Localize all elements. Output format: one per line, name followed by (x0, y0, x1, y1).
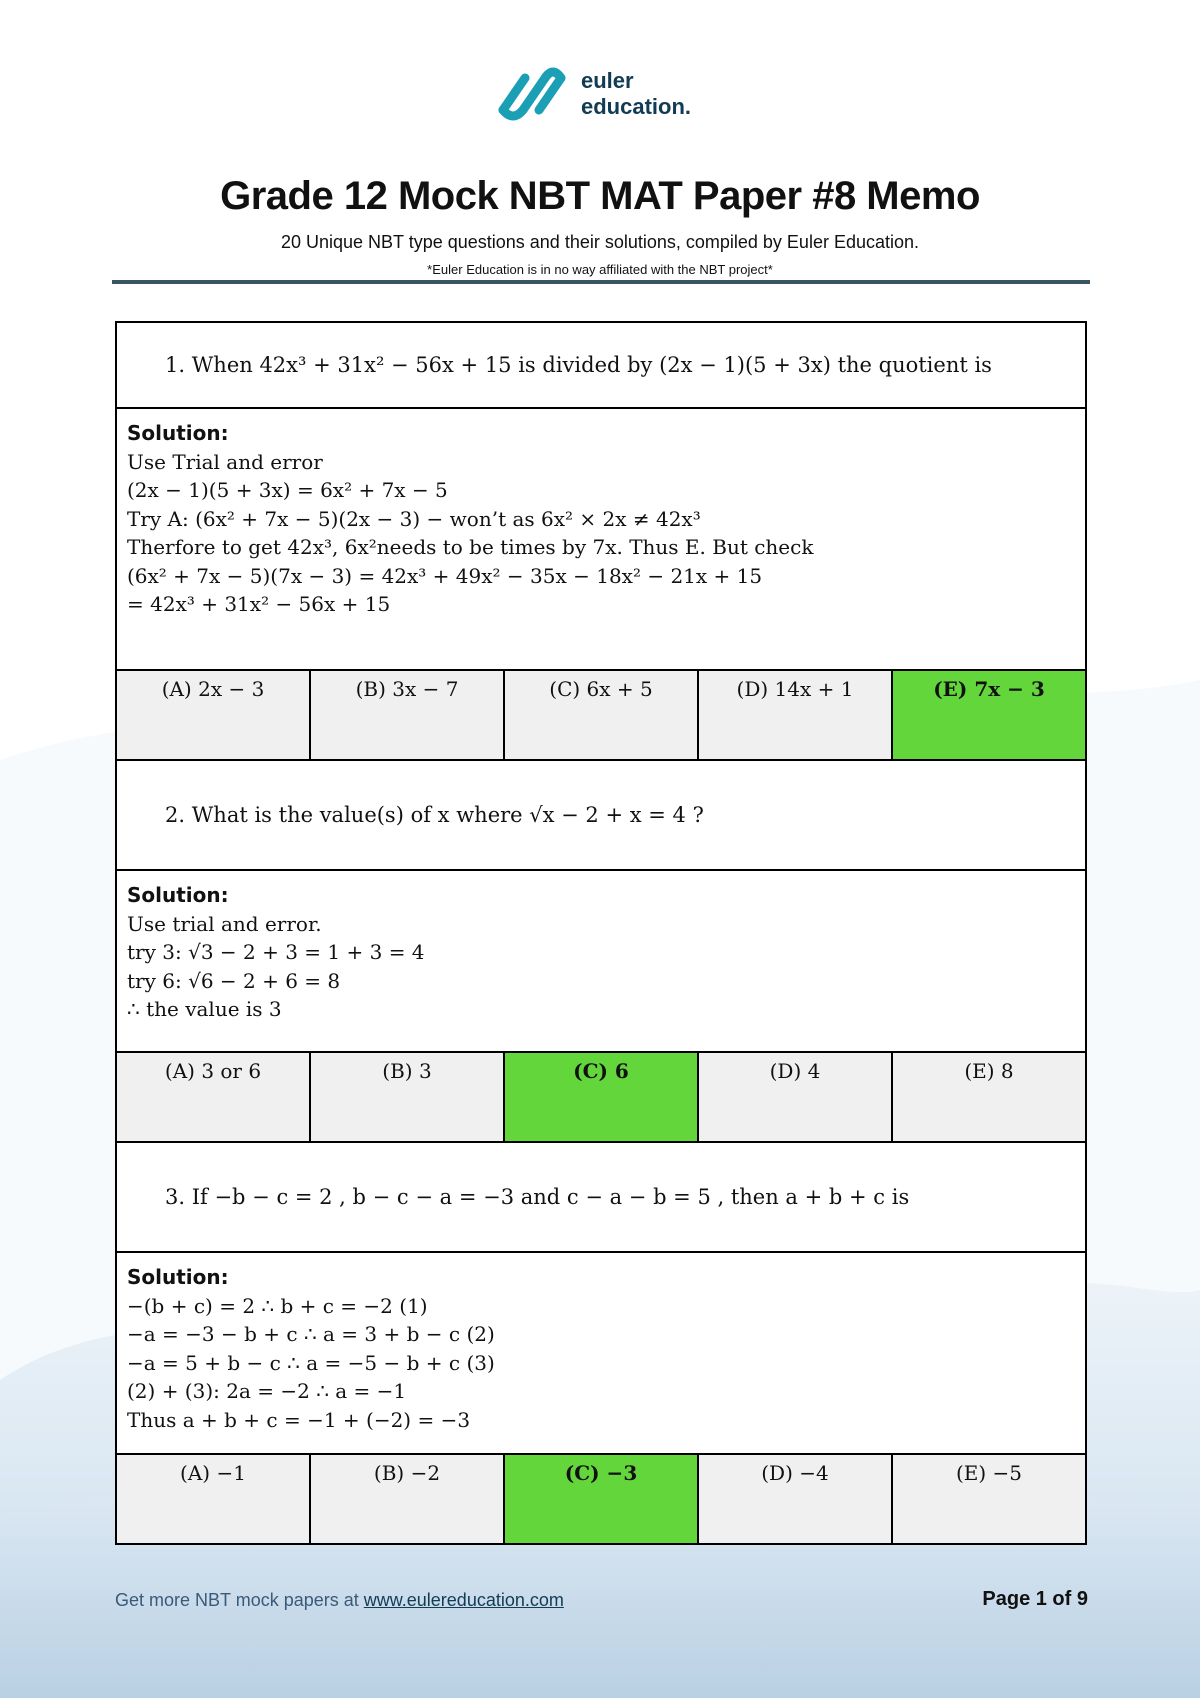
solution-row (116, 870, 1086, 1052)
page-title: Grade 12 Mock NBT MAT Paper #8 Memo (220, 174, 980, 218)
option-c: (C) 6x + 5 (504, 670, 698, 760)
solution-line: Thus a + b + c = −1 + (−2) = −3 (127, 1407, 471, 1432)
page-subtitle: 20 Unique NBT type questions and their solutions, compiled by Euler Education. (280, 232, 920, 252)
question-text: 3. If −b − c = 2 , b − c − a = −3 and c − a − b = 5 , then a + b + c is (165, 1185, 910, 1209)
brand-line-2: education. (581, 94, 692, 119)
solution-line: Use Trial and error (127, 449, 323, 474)
solution-line: Use trial and error. (127, 911, 322, 936)
options-row (116, 1052, 1086, 1142)
solution-line: try 3: √3 − 2 + 3 = 1 + 3 = 4 (127, 940, 425, 964)
disclaimer: *Euler Education is in no way affiliated with the NBT project* (427, 262, 773, 277)
option-c-correct: (C) −3 (504, 1454, 698, 1544)
option-b: (B) 3x − 7 (310, 670, 504, 760)
solution-label: Solution: (127, 1265, 229, 1289)
option-b: (B) 3 (310, 1052, 504, 1142)
solution-line: (2) + (3): 2a = −2 ∴ a = −1 (127, 1379, 407, 1403)
solution-row (116, 1252, 1086, 1454)
memo-table (115, 321, 1087, 1545)
option-a: (A) −1 (116, 1454, 310, 1544)
question-row (116, 1142, 1086, 1252)
option-d: (D) −4 (698, 1454, 892, 1544)
header-divider (112, 280, 1090, 284)
solution-label: Solution: (127, 421, 229, 445)
solution-row (116, 408, 1086, 670)
solution-line: (2x − 1)(5 + 3x) = 6x² + 7x − 5 (127, 478, 448, 502)
euler-education-logo (493, 64, 691, 124)
footer-promo (115, 1590, 564, 1611)
solution-line: −(b + c) = 2 ∴ b + c = −2 (1) (127, 1293, 428, 1318)
footer-prefix: Get more NBT mock papers at (115, 1590, 364, 1610)
solution-line: Therfore to get 42x³, 6x²needs to be times by 7x. Thus E. But check (127, 535, 814, 559)
option-e-correct: (E) 7x − 3 (892, 670, 1086, 760)
website-link[interactable]: www.eulereducation.com (363, 1590, 564, 1610)
brand-name (581, 68, 691, 120)
option-d: (D) 14x + 1 (698, 670, 892, 760)
option-d: (D) 4 (698, 1052, 892, 1142)
question-text: 2. What is the value(s) of x where √x − 2 + x = 4 ? (165, 803, 704, 827)
euler-logo-icon (493, 64, 571, 124)
option-b: (B) −2 (310, 1454, 504, 1544)
page-number: Page 1 of 9 (982, 1588, 1088, 1610)
option-e: (E) 8 (892, 1052, 1086, 1142)
option-e: (E) −5 (892, 1454, 1086, 1544)
question-text: 1. When 42x³ + 31x² − 56x + 15 is divided by (2x − 1)(5 + 3x) the quotient is (165, 353, 992, 377)
brand-line-1: euler (581, 68, 634, 93)
solution-line: −a = 5 + b − c ∴ a = −5 − b + c (3) (127, 1350, 495, 1375)
solution-line: −a = −3 − b + c ∴ a = 3 + b − c (2) (127, 1322, 495, 1346)
solution-line: ∴ the value is 3 (127, 997, 282, 1021)
option-a: (A) 3 or 6 (116, 1052, 310, 1142)
question-row (116, 760, 1086, 870)
question-row (116, 322, 1086, 408)
solution-label: Solution: (127, 883, 229, 907)
solution-line: = 42x³ + 31x² − 56x + 15 (127, 592, 391, 616)
option-a: (A) 2x − 3 (116, 670, 310, 760)
options-row (116, 1454, 1086, 1544)
solution-line: Try A: (6x² + 7x − 5)(2x − 3) − won’t as 6x² × 2x ≠ 42x³ (127, 506, 701, 531)
options-row (116, 670, 1086, 760)
solution-line: (6x² + 7x − 5)(7x − 3) = 42x³ + 49x² − 35x − 18x² − 21x + 15 (127, 563, 763, 588)
option-c-correct: (C) 6 (504, 1052, 698, 1142)
solution-line: try 6: √6 − 2 + 6 = 8 (127, 968, 341, 993)
